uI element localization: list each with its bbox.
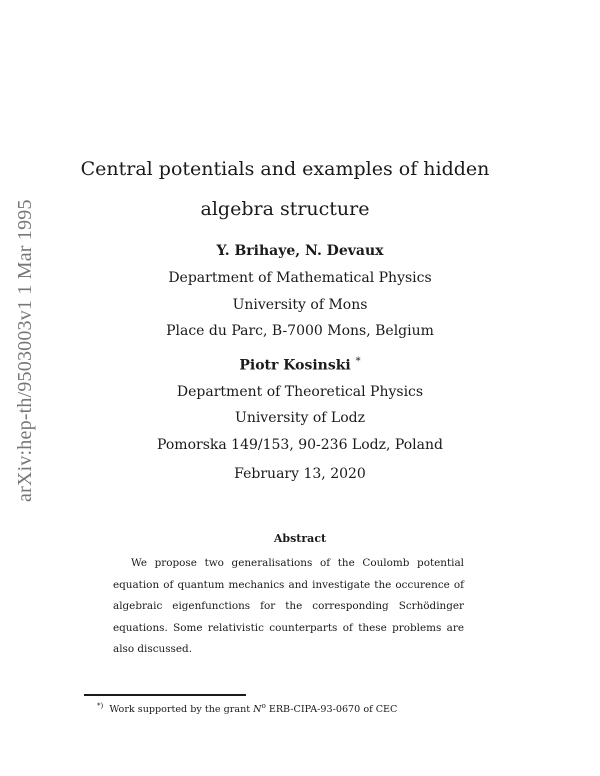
grant-number-symbol: N: [253, 704, 262, 716]
paper-title-line-1: Central potentials and examples of hidden: [80, 158, 490, 180]
affiliation-university-2: University of Lodz: [235, 410, 365, 426]
affiliation-department-1: Department of Mathematical Physics: [168, 270, 432, 286]
abstract-heading: Abstract: [273, 532, 327, 545]
author-name-kosinski: Piotr Kosinski: [239, 357, 351, 374]
author-names-1: Y. Brihaye, N. Devaux: [216, 243, 384, 259]
footnote-marker: *: [355, 356, 361, 367]
author-names-2: [0, 356, 600, 374]
footnote: [97, 702, 397, 715]
footnote-marker-label: *): [97, 702, 104, 710]
affiliation-address-2: Pomorska 149/153, 90-236 Lodz, Poland: [157, 437, 443, 453]
affiliation-address-1: Place du Parc, B-7000 Mons, Belgium: [166, 323, 434, 339]
grant-number-symbol-sup: o: [261, 702, 266, 710]
affiliation-university-1: University of Mons: [232, 297, 368, 313]
arxiv-identifier-stamp: arXiv:hep-th/9503003v1 1 Mar 1995: [14, 199, 36, 502]
footnote-text-after: ERB-CIPA-93-0670 of CEC: [265, 704, 398, 716]
affiliation-department-2: Department of Theoretical Physics: [176, 384, 424, 400]
abstract-text: We propose two generalisations of the Coulomb potential equation of quantum mechanics and investigate the occurence of algebraic eigenfunctions for the corresponding Scrhödinger equations. Some relativistic counterparts of these problems are also discussed.: [113, 557, 464, 655]
footnote-divider: [84, 694, 246, 696]
paper-date: February 13, 2020: [234, 466, 366, 482]
paper-title-line-2: algebra structure: [200, 198, 370, 220]
abstract-body: [113, 553, 464, 661]
footnote-text-before: Work supported by the grant: [109, 704, 254, 716]
